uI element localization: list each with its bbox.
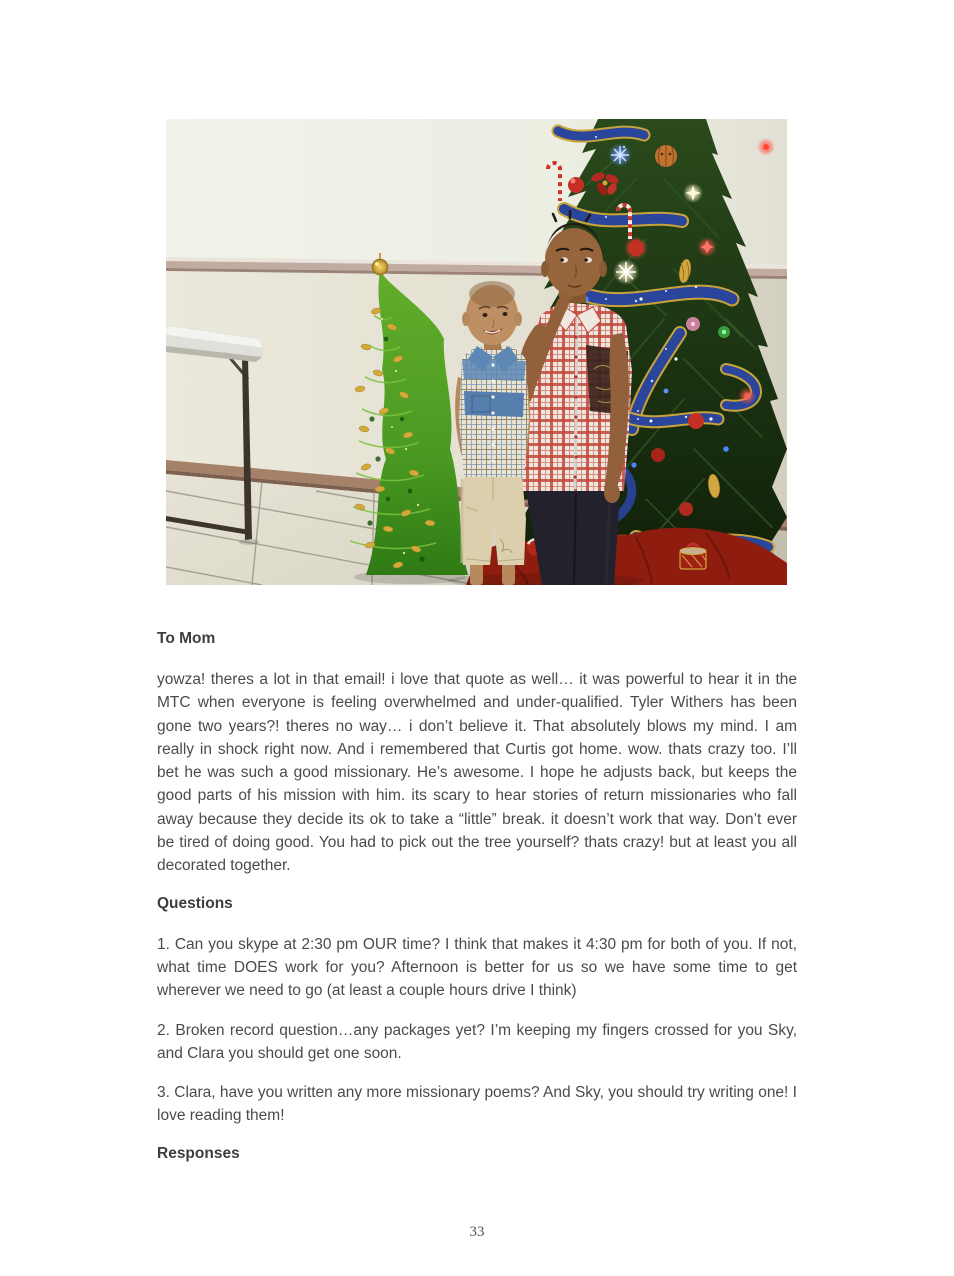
section-heading-to-mom: To Mom <box>157 630 216 647</box>
question-1: 1. Can you skype at 2:30 pm OUR time? I think that makes it 4:30 pm for both of you. If not, what time DOES work for you? Afternoon is better for us so we have some time to get wherever we need to go (at least a couple hours drive I think) <box>157 935 797 1000</box>
question-3: 3. Clara, have you written any more missionary poems? And Sky, you should try writing one! I love reading them! <box>157 1084 797 1125</box>
section-heading-questions: Questions <box>157 894 233 912</box>
page-number: 33 <box>469 1224 485 1240</box>
section-heading-responses: Responses <box>157 1144 240 1162</box>
letter-paragraph-main: yowza! theres a lot in that email! i love that quote as well… it was powerful to hear it in the MTC when everyone is feeling overwhelmed and under-qualified. Tyler Withers has been gone two years?! theres no way… i don’t believe it. That absolutely blows my mind. I am really in shock right now. And i remembered that Curtis got home. wow. thats crazy too. I’ll bet he was such a good missionary. He’s awesome. I hope he adjusts back, but keeps the good parts of his mission with him. its scary to hear stories of return missionaries who fall away because they decide its ok to take a “little” break. it doesn’t work that way. Don’t ever be tired of doing good. You had to pick out the tree yourself? thats crazy! but at least you all decorated together. <box>157 671 797 875</box>
christmas-photo <box>166 119 787 585</box>
letter-body <box>157 629 797 1183</box>
pumpkin-ball-ornament <box>655 145 677 167</box>
question-2: 2. Broken record question…any packages yet? I’m keeping my fingers crossed for you Sky, and Clara you should get one soon. <box>157 1021 797 1062</box>
